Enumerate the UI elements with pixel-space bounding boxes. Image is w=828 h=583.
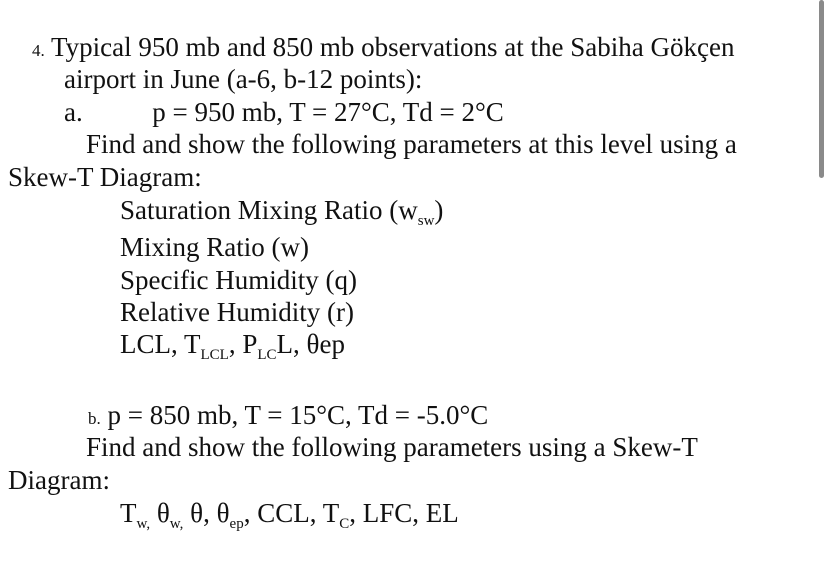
item-relative-humidity: Relative Humidity (r) [120,297,354,327]
lcl-text-c: L, θep [276,329,345,359]
param-t: T [120,498,137,528]
vertical-scrollbar[interactable] [819,0,824,178]
saturation-mixing-ratio-text: Saturation Mixing Ratio (w [120,195,418,225]
question-intro-line-2: airport in June (a-6, b-12 points): [64,64,423,94]
part-a-given-line [64,97,504,127]
question-4-line-1 [32,32,734,66]
question-number: 4. [32,41,45,60]
param-lfc-el: , LFC, EL [349,498,459,528]
part-b-given-line [88,400,488,434]
part-b-instruction-line-1: Find and show the following parameters using a Skew-T [86,432,698,462]
item-lcl-parameters [120,329,345,363]
part-b-parameter-list [120,498,459,532]
saturation-mixing-ratio-subscript: sw [417,213,435,229]
param-t-subscript: w, [136,516,151,532]
part-b-given-values: p = 850 mb, T = 15°C, Td = -5.0°C [107,400,489,430]
item-mixing-ratio: Mixing Ratio (w) [120,232,309,262]
param-theta: θ [150,498,170,528]
lcl-subscript-2: LC [257,347,277,363]
param-theta-group: θ, θ [183,498,230,528]
part-b-label: b. [88,409,101,428]
part-a-instruction-line-1: Find and show the following parameters at this level using a [86,129,737,159]
lcl-text-a: LCL, T [120,329,201,359]
param-ccl-tc: , CCL, T [243,498,340,528]
part-b-instruction-line-2: Diagram: [8,465,110,495]
part-a-instruction-line-2: Skew-T Diagram: [8,162,202,192]
item-specific-humidity: Specific Humidity (q) [120,265,357,295]
lcl-subscript-1: LCL [200,347,229,363]
question-intro-line-1: Typical 950 mb and 850 mb observations at the Sabiha Gökçen [51,32,735,62]
part-a-given-values: p = 950 mb, T = 27°C, Td = 2°C [152,97,504,127]
item-saturation-mixing-ratio [120,195,444,229]
saturation-mixing-ratio-close: ) [434,195,444,225]
part-a-label: a. [64,97,83,127]
param-theta-subscript: w, [169,516,184,532]
param-theta-ep-subscript: ep [229,516,244,532]
param-tc-subscript: C [339,516,350,532]
lcl-text-b: , P [228,329,258,359]
